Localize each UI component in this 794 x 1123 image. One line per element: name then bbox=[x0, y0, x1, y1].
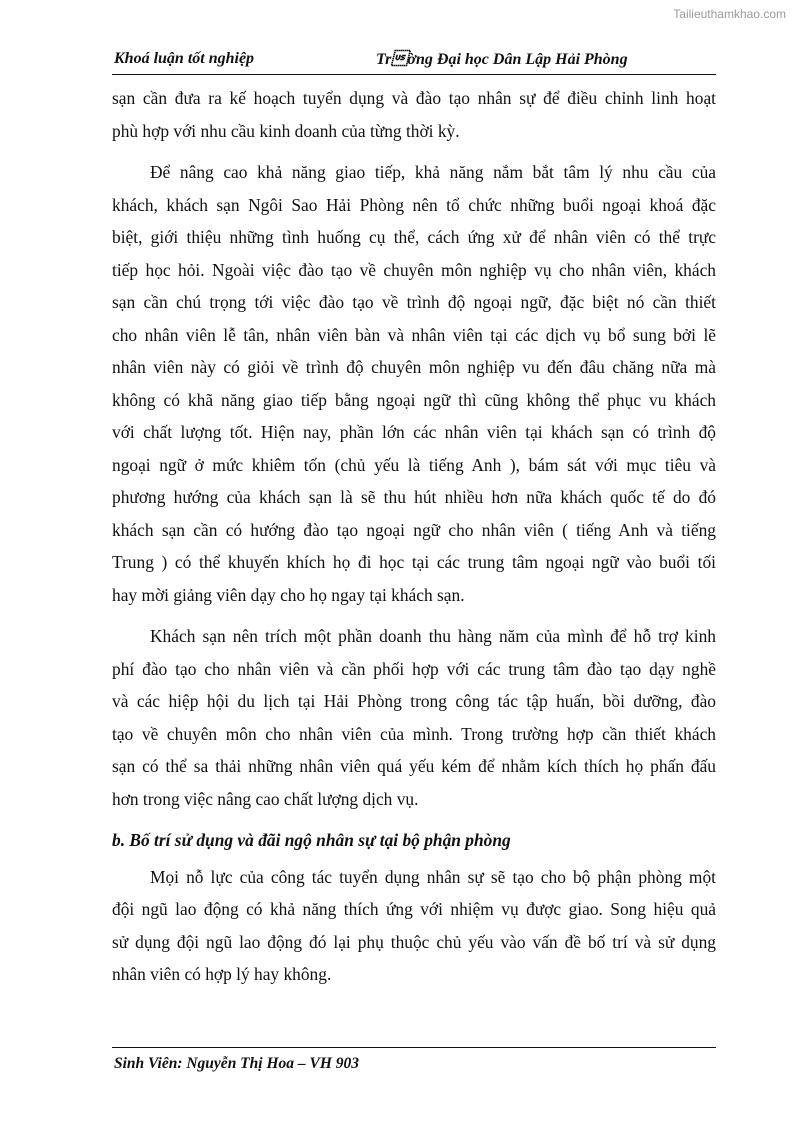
text-line: biệt, giới thiệu những tình huống cụ thể, cách ứng xử để nhân viên có thể trực bbox=[112, 227, 716, 247]
text-line: nhân viên này có giỏi về trình độ chuyên môn nghiệp vu đến đâu chăng nữa mà bbox=[112, 357, 716, 377]
text-line: sạn cần chú trọng tới việc đào tạo về trình độ ngoại ngữ, đặc biệt nó cần thiết bbox=[112, 292, 716, 312]
text-line: với chất lượng tốt. Hiện nay, phần lớn các nhân viên tại khách sạn có trình độ bbox=[112, 422, 716, 442]
text-line: Khách sạn nên trích một phần doanh thu hàng năm của mình để hỗ trợ kinh bbox=[150, 626, 716, 646]
text-line: sử dụng đội ngũ lao động đó lại phụ thuộc chủ yếu vào vấn đề bố trí và sử dụng bbox=[112, 931, 716, 952]
text-line: không có khã năng giao tiếp bằng ngoại ngữ thì cũng không thể phục vu khách bbox=[112, 389, 716, 410]
text-line: khách, khách sạn Ngôi Sao Hải Phòng nên tổ chức những buổi ngoại khoá đặc bbox=[112, 194, 716, 215]
page-header bbox=[112, 48, 716, 75]
text-line: sạn cần đưa ra kế hoạch tuyển dụng và đào tạo nhân sự để điều chỉnh linh hoạt bbox=[112, 88, 716, 108]
text-line: sạn có thể sa thải những nhân viên quá yếu kém để nhằm kích thích họ phấn đấu bbox=[112, 756, 716, 776]
text-line: nhân viên có hợp lý hay không. bbox=[112, 964, 332, 984]
document-body bbox=[112, 82, 716, 991]
footer-divider bbox=[112, 1047, 716, 1048]
text-line: hơn trong việc nâng cao chất lượng dịch vụ. bbox=[112, 788, 419, 809]
text-line: Trung ) có thể khuyến khích họ đi học tại các trung tâm ngoại ngữ vào buổi tối bbox=[112, 552, 716, 572]
text-line: cho nhân viên lễ tân, nhân viên bàn và nhân viên tại các dịch vụ bổ sung bởi lẽ bbox=[112, 324, 716, 345]
page-footer: Sinh Viên: Nguyễn Thị Hoa – VH 903 bbox=[114, 1055, 360, 1072]
text-line: phù hợp với nhu cầu kinh doanh của từng thời kỳ. bbox=[112, 120, 460, 141]
text-line: Mọi nỗ lực của công tác tuyển dụng nhân sự sẽ tạo cho bộ phận phòng một bbox=[150, 866, 716, 887]
text-line: phương hướng của khách sạn là sẽ thu hút nhiều hơn nữa khách quốc tế do đó bbox=[112, 487, 716, 507]
header-university: Tr ờng Đại học Dân Lập Hải Phòng bbox=[376, 51, 628, 68]
text-line: tiếp học hỏi. Ngoài việc đào tạo về chuyên môn nghiệp vụ cho nhân viên, khách bbox=[112, 259, 716, 280]
text-line: đội ngũ lao động có khả năng thích ứng với nhiệm vụ được giao. Song hiệu quả bbox=[112, 899, 716, 919]
text-line: phí đào tạo cho nhân viên và cần phối hợp với các trung tâm đào tạo dạy nghề bbox=[112, 658, 716, 679]
text-line: hay mời giảng viên dạy cho họ ngay tại khách sạn. bbox=[112, 584, 465, 605]
header-thesis-title: Khoá luận tốt nghiệp bbox=[114, 50, 255, 67]
text-line: và các hiệp hội du lịch tại Hải Phòng trong công tác tập huấn, bồi dưỡng, đào bbox=[112, 691, 716, 711]
text-line: ngoại ngữ ở mức khiêm tốn (chủ yếu là tiếng Anh ), bám sát với mục tiêu và bbox=[112, 454, 716, 475]
text-line: Để nâng cao khả năng giao tiếp, khả năng nắm bắt tâm lý nhu cầu của bbox=[150, 162, 716, 182]
text-line: tạo về chuyên môn cho nhân viên của mình. Trong trường hợp cần thiết khách bbox=[112, 723, 716, 744]
text-line: khách sạn cần có hướng đào tạo ngoại ngữ cho nhân viên ( tiếng Anh và tiếng bbox=[112, 519, 716, 540]
watermark: Tailieuthamkhao.com bbox=[673, 7, 786, 21]
section-heading: b. Bố trí sử dụng và đãi ngộ nhân sự tại bộ phận phòng bbox=[112, 830, 511, 850]
